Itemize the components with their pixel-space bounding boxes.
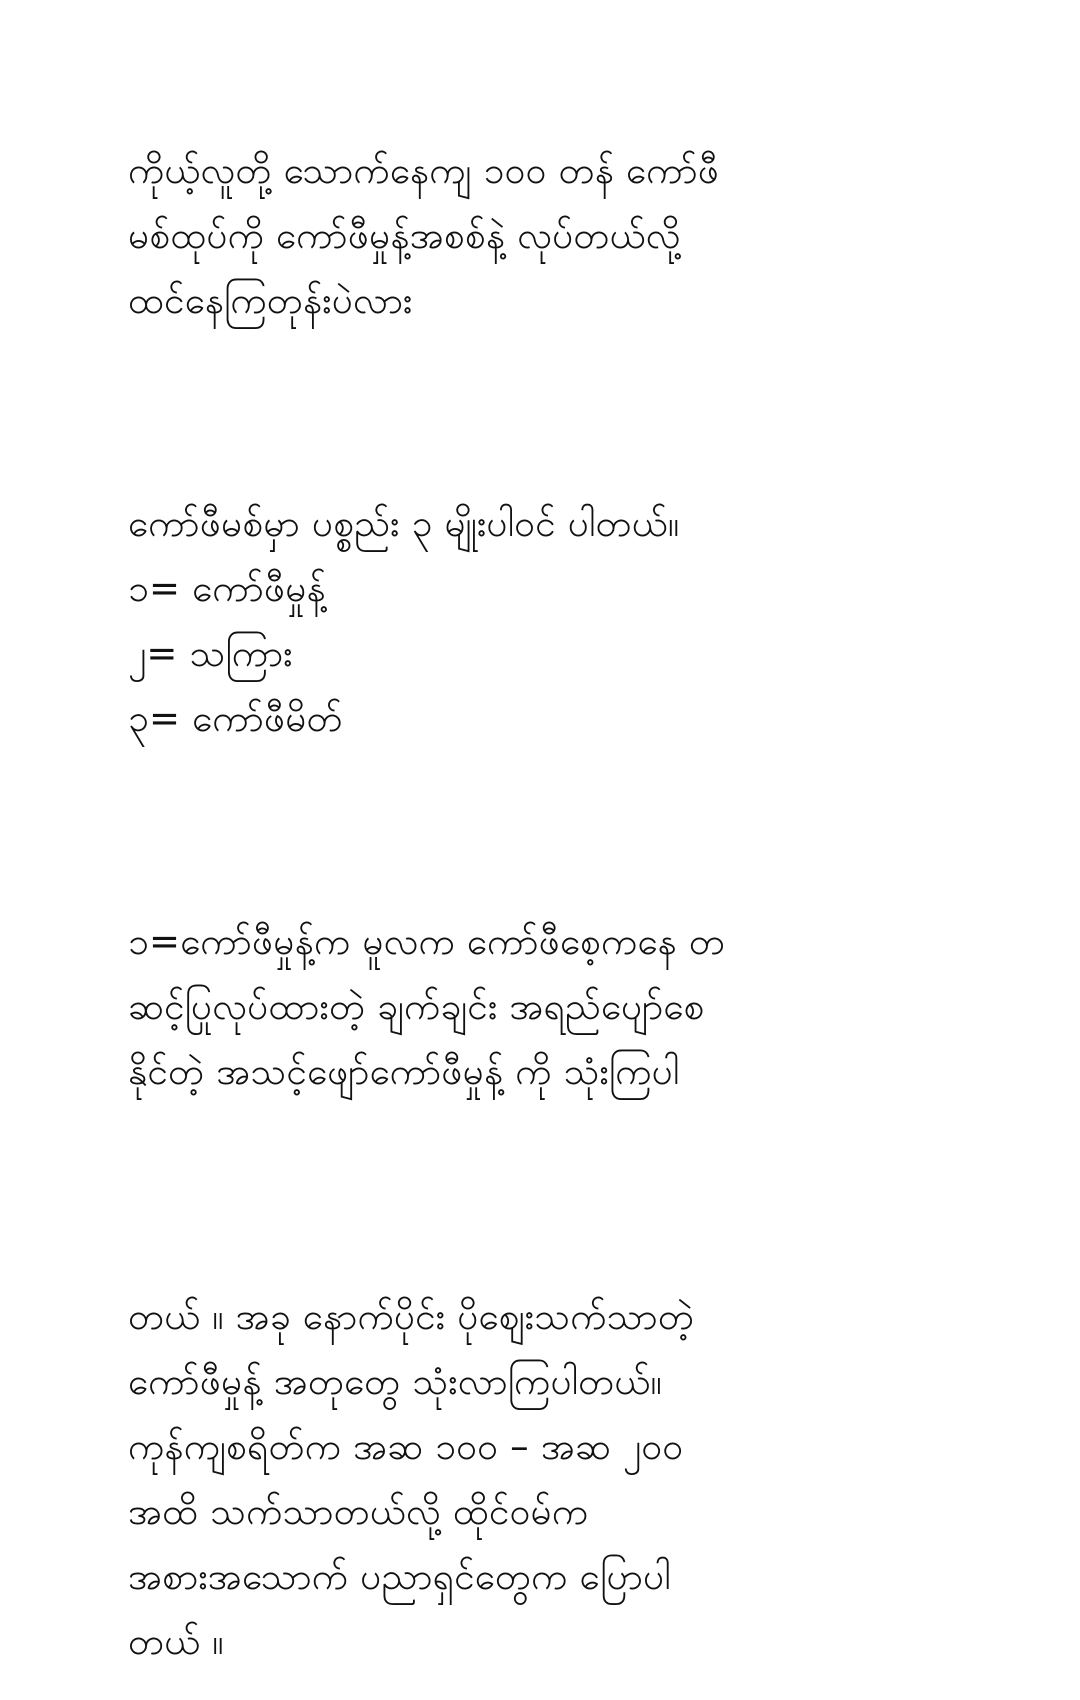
- paragraph-intro: [128, 138, 980, 333]
- list-item: ၁= ကော်ဖီမှုန့်: [128, 567, 326, 610]
- list-item: ၃= ကော်ဖီမိတ်: [128, 697, 343, 740]
- text-line: အစားအသောက် ပညာရှင်တွေက ပြောပါ: [128, 1555, 671, 1598]
- text-line: တယ် ။ အခု နောက်ပိုင်း ပိုဈေးသက်သာတဲ့: [128, 1295, 695, 1338]
- text-line: နိုင်တဲ့ အသင့်ဖျော်ကော်ဖီမှုန့် ကို သုံးကြပါ: [128, 1050, 680, 1093]
- text-line: တယ် ။: [128, 1620, 224, 1663]
- text-line: ကုန်ကျစရိတ်က အဆ ၁၀၀ – အဆ ၂၀၀: [128, 1425, 684, 1468]
- text-line: ကော်ဖီမစ်မှာ ပစ္စည်း ၃ မျိုးပါဝင် ပါတယ်။: [128, 502, 680, 545]
- paragraph-ingredients: [128, 491, 980, 751]
- text-line: မစ်ထုပ်ကို ကော်ဖီမှုန့်အစစ်နဲ့ လုပ်တယ်လို့: [128, 214, 681, 257]
- text-line: ဆင့်ပြုလုပ်ထားတဲ့ ချက်ချင်း အရည်ပျော်စေ: [128, 985, 705, 1028]
- list-item: ၂= သကြား: [128, 632, 293, 675]
- text-line: အထိ သက်သာတယ်လို့ ထိုင်ဝမ်က: [128, 1490, 589, 1533]
- paragraph-coffee-powder: [128, 909, 980, 1104]
- text-line: ထင်နေကြတုန်းပဲလား: [128, 279, 413, 322]
- paragraph-fake-coffee: [128, 1284, 980, 1674]
- text-line: ကော်ဖီမှုန့် အတုတွေ သုံးလာကြပါတယ်။: [128, 1360, 662, 1403]
- text-line: ၁=ကော်ဖီမှုန့်က မူလက ကော်ဖီစေ့ကနေ တ: [128, 920, 726, 963]
- text-line: ကိုယ့်လူတို့ သောက်နေကျ ၁၀၀ တန် ကော်ဖီ: [128, 149, 720, 192]
